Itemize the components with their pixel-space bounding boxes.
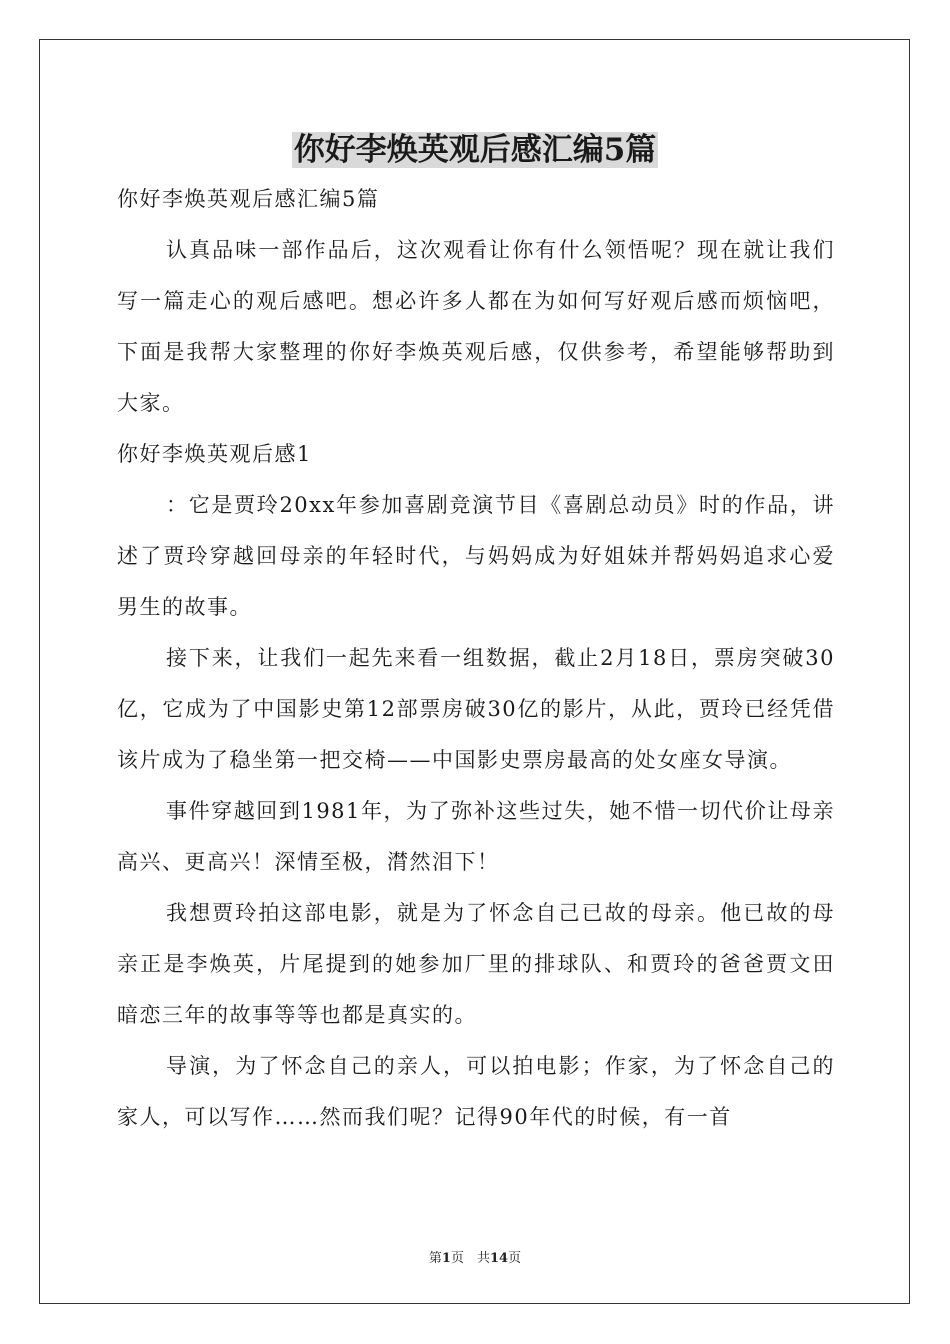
paragraph: 接下来，让我们一起先来看一组数据，截止2月18日，票房突破30亿，它成为了中国影史第12部票房破30亿的影片，从此，贾玲已经凭借该片成为了稳坐第一把交椅——中国影史票房最高的处女座女导演。 [117,646,835,772]
document-title [0,128,950,172]
footer-page-suffix: 页 [508,1251,522,1266]
footer-page-total: 14 [489,1251,509,1266]
document-body [117,174,835,1143]
footer-page-current: 1 [441,1251,451,1266]
paragraph: ：它是贾玲20xx年参加喜剧竞演节目《喜剧总动员》时的作品，讲述了贾玲穿越回母亲的年轻时代，与妈妈成为好姐妹并帮妈妈追求心爱男生的故事。 [117,493,835,619]
document-subtitle: 你好李焕英观后感汇编5篇 [117,187,380,211]
paragraph: 事件穿越回到1981年，为了弥补这些过失，她不惜一切代价让母亲高兴、更高兴！深情至极，潸然泪下！ [117,799,835,874]
footer-page-mid: 页 共 [450,1251,490,1266]
page-footer [0,1247,950,1266]
document-title-text: 你好李焕英观后感汇编5篇 [293,132,657,168]
footer-page-prefix: 第 [428,1251,442,1266]
section-heading-1: 你好李焕英观后感1 [117,442,312,466]
paragraph-intro: 认真品味一部作品后，这次观看让你有什么领悟呢？现在就让我们写一篇走心的观后感吧。想必许多人都在为如何写好观后感而烦恼吧，下面是我帮大家整理的你好李焕英观后感，仅供参考，希望能够帮助到大家。 [117,238,835,415]
paragraph: 我想贾玲拍这部电影，就是为了怀念自己已故的母亲。他已故的母亲正是李焕英，片尾提到的她参加厂里的排球队、和贾玲的爸爸贾文田暗恋三年的故事等等也都是真实的。 [117,901,835,1027]
paragraph: 导演，为了怀念自己的亲人，可以拍电影；作家，为了怀念自己的家人，可以写作……然而我们呢？记得90年代的时候，有一首 [117,1054,835,1129]
